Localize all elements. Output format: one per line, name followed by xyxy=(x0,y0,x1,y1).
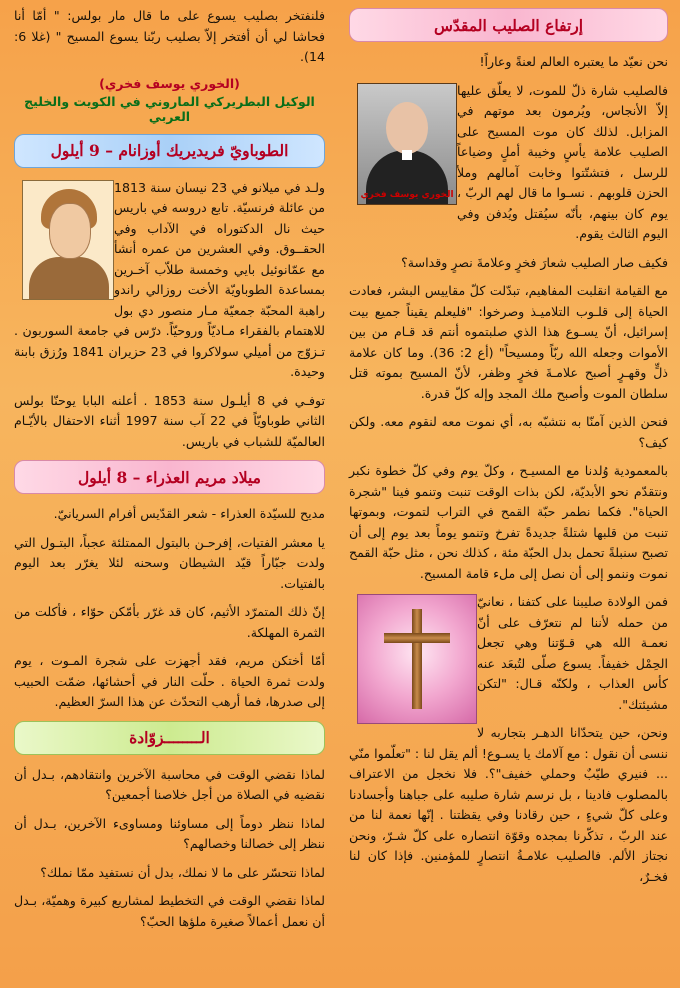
section-header-ozanam: الطوباويّ فريديريك أوزانام – 9 أيلول xyxy=(14,134,325,168)
paragraph: لماذا نقضي الوقت في محاسبة الآخرين وانتقادهم، بـدل أن نقضيه في الصلاة من أجل خلاصنا أجمعين؟ xyxy=(14,766,325,802)
ozanam-portrait xyxy=(22,180,114,300)
paragraph: أمّا أختكن مريم، فقد أجهزت على شجرة المـوت ، يوم ولدت ثمرة الحياة . حلّت النار في أحشائها، ضمّت الحبيب إلى صدرها، فما أرهب التحدّث عن هذا السرّ العظيم. xyxy=(14,653,325,709)
paragraph: فلنفتخر بصليب يسوع على ما قال مار بولس: " أمّا أنا فحاشا لي أن أفتخر إلاّ بصليب ربّنا يسوع المسيح " (غلا 6: 14). xyxy=(14,8,325,64)
paragraph: فمن الولادة صليبنا على كتفنا ، نعانيّ من حمله لأننا لم نتعرّف على أنّ نعمـة الله هي قـوّتنا وهي تجعل الحِمْل خفيفاً. يسوع صلّى لتُبعَد عنه كأس العذاب ، ولكنّه قـال: "لتكن مشيئتك". xyxy=(477,594,668,712)
paragraph: لماذا نتحسّر على ما لا نملك، بدل أن نستفيد ممّا نملك؟ xyxy=(40,864,325,880)
paragraph: نحن نعيّد ما يعتبره العالم لعنةً وعاراً! xyxy=(479,54,668,69)
paragraph: فالصليب شارة ذلّ للموت، لا يعلّق عليها إلاّ الأنجاس، ويُرمون بعد موتهم في المزابل. لذلك كان موت المسيح على الصليب علامة يأسٍ وخيبة أملٍ وضياعاً للرسل ، فتشتّتوا وخابت آمالهم وملأ الحزن قلوبهم . نسـوا ما قال لهم الربّ ، يوم كان بينهم، بأنّه سيُقتل ويُدفن وفي اليوم الثالث يقوم. xyxy=(457,82,668,241)
paragraph: مع القيامة انقلبت المفاهيم، تبدّلت كلّ مقاييس البشر، فعادت الحياة إلى قلـوب التلاميـذ وصرخوا: "فليعلم يقيناً جميع بيت إسرائيل، أنّ يسـوع هذا الذي صلبتموه أنتم قد قـام من بين الأموات وجعله الله ربّاً ومسيحاً" (أع 2: 36). وما كان علامة ذلٍّ وقهـرٍ أصبح علامـةَ فخرٍ وظفر، لأنّ المسيح بموته قتل سلطان الموت وأصبح ملك المجد وإله كلّ قدرة. xyxy=(349,283,668,401)
priest-portrait xyxy=(357,83,457,205)
paragraph: توفـي في 8 أيلـول سنة 1853 . أعلنه البابا يوحنّا بولس الثاني طوباويّاً في 22 آب سنة 1997 أثناء الاحتفال بالأيّـام العالميّة للشباب في باريس. xyxy=(14,392,325,449)
paragraph: لماذا نقضي الوقت في التخطيط لمشاريع كبيرة وهميّة، بـدل أن نعمل أعمالاً صغيرة ملؤها الحبّ؟ xyxy=(14,893,325,929)
paragraph: لماذا ننظر دوماً إلى مساوئنا ومساوىء الآخرين، بـدل أن ننظر إلى خصالنا وخصالهم؟ xyxy=(14,815,325,851)
portrait-caption: الخوري يوسف فخري xyxy=(360,189,454,200)
left-column xyxy=(0,0,335,988)
paragraph: ولـد في ميلانو في 23 نيسان سنة 1813 من عائلة فرنسيّة. تابع دروسه في باريس حيث نال الدكتوراه في الآداب وفي الحقــوق. وفي العشرين من عمره أنشأ مع عمّانوئيل بايي وخمسة طلاّب آخـرين بمساعدة الطوباويّة الأخت روزالي راندو راهبة المحبّة جمعيّة مـار منصور دي بول للاهتمام بالفقراء مـاديّاً وروحيّاً. درّس في جامعة السوربون . تـزوّج من أميلي سولاكروا في 23 حزيران 1841 ورُزق بابنة وحيدة. xyxy=(14,179,325,379)
paragraph: إنّ ذلك المتمرّد الأثيم، كان قد غرّر بأمّكن حوّاء ، فأكلت من الثمرة المهلكة. xyxy=(14,604,325,640)
paragraph: مديح للسيّدة العذراء - شعر القدّيس أفرام السريانيّ. xyxy=(53,506,325,521)
section-header-cross-feast: إرتفاع الصليب المقدّس xyxy=(349,8,668,42)
paragraph: فكيف صار الصليب شعارَ فخرٍ وعلامةَ نصرٍ وقداسة؟ xyxy=(401,254,668,270)
paragraph: بالمعمودية وُلدنا مع المسيـح ، وكلّ يوم وفي كلّ خطوة نكبر ونتقدّم نحو الأبديّة، لكن بذات الوقت تنبت وتنمو فينا "شجرة الحياة". فكما نطمر حبّة القمح في التراب لتموت، وبموتها تنبت من قلبها شتلةً جديدةً تفرخ وتنمو يوماً بعد يوم إلى أن تصبح سنبلةً تحمل بدل الحبّة مئة ، كذلك نحن ، مثل حبّة القمح نموت وننمو إلى أن نصل إلى ملء قامة المسيح. xyxy=(349,463,668,581)
section-header-provisions: الــــــــزوّادة xyxy=(14,721,325,755)
right-column xyxy=(335,0,680,988)
paragraph: فنحن الذين آمنّا به نتشبّه به، أي نموت معه لنقوم معه. ولكن كيف؟ xyxy=(349,414,668,450)
paragraph: ونحن، حين يتحدّانا الدهـر بتجاربه لا ننسى أن نقول : مع آلامك يا يسـوع! ألم يقل لنا : "تعلّموا منّي ... فنيري طيّبٌ وحملي خفيف"؟. فلا نخجل من الاعتراف بالمصلوب فادينا ، بل نرسم شارة صليبه على جباهنا وأجسادنا وعلى كلّ شيءٍ ، حين رقادنا وفي يقظتنا . إنّها نعمة لنا من عند الربّ ، تذكّرنا بمجده وقوّة انتصاره على كلّ شـرّ، ونحن نجتاز الألم. فالصليب علامـةُ انتصارٍ للمؤمنين. فإذا كان لنا فخـرٌ، xyxy=(349,725,668,884)
cross-icon xyxy=(412,609,422,709)
section-header-nativity-mary: ميلاد مريم العذراء – 8 أيلول xyxy=(14,460,325,494)
cross-image xyxy=(357,594,477,724)
signature-name: (الخوري يوسف فخري) xyxy=(99,75,240,91)
signature-title: الوكيل البطريركي الماروني في الكويت والخليج العربي xyxy=(24,93,315,124)
paragraph: يا معشر الفتيات، إفرحـن بالبتول الممتلئة عجباً، البتـول التي ولدت جبّاراً قيّد الشيطان وسحنه لئلا يغرّر بعد اليوم بالفتيات. xyxy=(14,534,325,591)
